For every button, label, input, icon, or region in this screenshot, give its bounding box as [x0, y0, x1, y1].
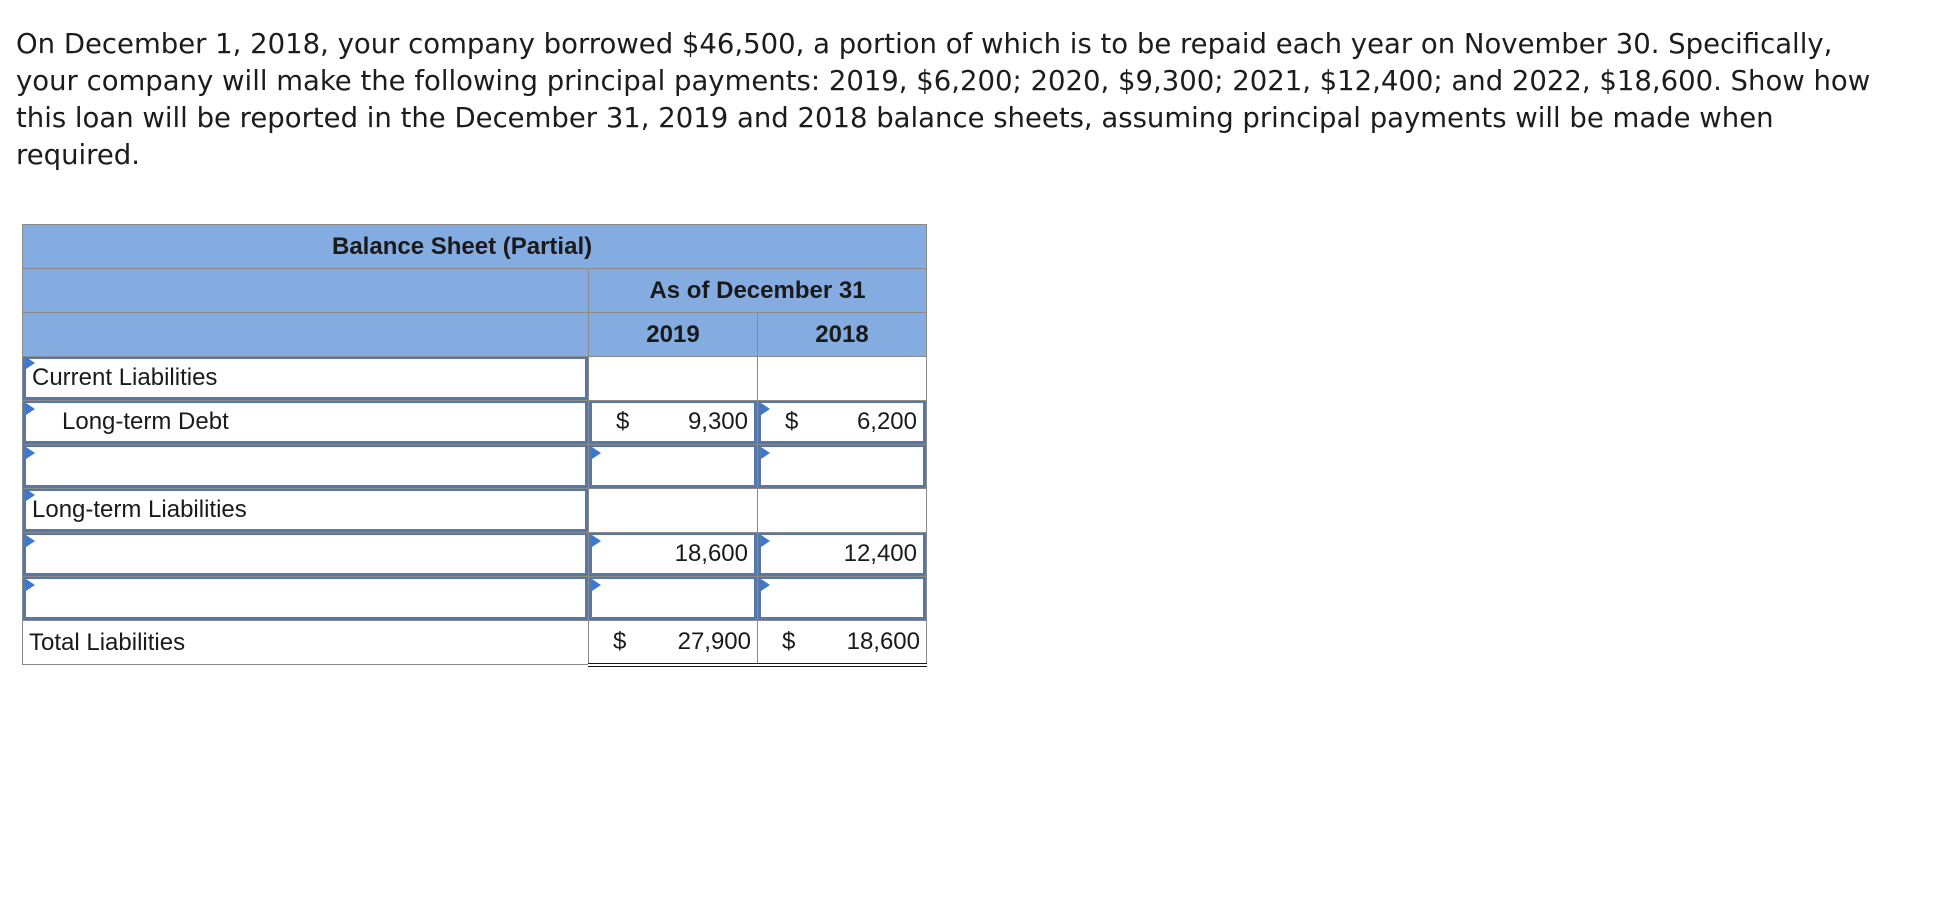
table-subheader-row	[23, 269, 927, 313]
amount-cell-2018[interactable]	[758, 577, 927, 621]
year-header-2018: 2018	[758, 313, 927, 357]
amount-input-2018[interactable]	[758, 533, 926, 576]
year-header-2019: 2019	[589, 313, 758, 357]
table-row	[23, 577, 927, 621]
empty-cell	[589, 489, 758, 533]
amount-input-2019[interactable]	[589, 577, 757, 620]
currency-symbol: $	[785, 408, 799, 435]
label-cell[interactable]	[23, 445, 589, 489]
currency-symbol: $	[613, 627, 627, 655]
table-title: Balance Sheet (Partial)	[23, 225, 927, 269]
total-value-2018: 18,600	[846, 627, 920, 655]
table-row	[23, 533, 927, 577]
amount-cell-2019[interactable]	[589, 401, 758, 445]
amount-input-2018[interactable]	[758, 445, 926, 488]
label-input[interactable]	[23, 401, 588, 444]
header-blank	[23, 269, 589, 313]
table-row	[23, 489, 927, 533]
dropdown-marker-icon	[26, 535, 35, 547]
input-marker-icon	[592, 535, 601, 547]
input-marker-icon	[761, 447, 770, 459]
dropdown-marker-icon	[26, 579, 35, 591]
total-2019-cell	[589, 621, 758, 665]
table-title-row	[23, 225, 927, 269]
input-marker-icon	[592, 447, 601, 459]
amount-cell-2018[interactable]	[758, 533, 927, 577]
label-cell[interactable]	[23, 357, 589, 401]
total-value-2019: 27,900	[677, 627, 751, 655]
question-text: On December 1, 2018, your company borrowed $46,500, a portion of which is to be repaid each year on November 30. Specifically, your company will make the following principal payments: 2019, $6,200; 2020, $9,300; 2021, $12,400; and 2022, $18,600. Show how this loan will be reported in the December 31, 2019 and 2018 balance sheets, assuming principal payments will be made when required.	[16, 28, 1871, 171]
amount-value: 6,200	[856, 408, 917, 435]
empty-cell	[758, 489, 927, 533]
label-cell[interactable]	[23, 533, 589, 577]
amount-value: 12,400	[843, 540, 917, 567]
label-input[interactable]	[23, 489, 588, 532]
table-row	[23, 445, 927, 489]
dropdown-marker-icon	[26, 447, 35, 459]
empty-cell	[758, 357, 927, 401]
amount-value: 9,300	[687, 408, 748, 435]
total-label: Total Liabilities	[29, 628, 186, 656]
amount-cell-2018[interactable]	[758, 401, 927, 445]
row-label: Long-term Liabilities	[32, 496, 247, 523]
amount-input-2018[interactable]	[758, 577, 926, 620]
year-header-row	[23, 313, 927, 357]
currency-symbol: $	[616, 408, 630, 435]
header-blank	[23, 313, 589, 357]
row-label: Long-term Debt	[62, 408, 229, 435]
amount-cell-2019[interactable]	[589, 533, 758, 577]
total-row	[23, 621, 927, 665]
label-input[interactable]	[23, 577, 588, 620]
amount-cell-2018[interactable]	[758, 445, 927, 489]
amount-value: 18,600	[674, 540, 748, 567]
balance-sheet-table	[22, 224, 927, 667]
total-label-cell	[23, 621, 589, 665]
label-cell[interactable]	[23, 401, 589, 445]
empty-cell	[589, 357, 758, 401]
input-marker-icon	[761, 535, 770, 547]
currency-symbol: $	[782, 627, 796, 655]
amount-input-2019[interactable]	[589, 445, 757, 488]
amount-cell-2019[interactable]	[589, 445, 758, 489]
total-2018-cell	[758, 621, 927, 665]
table-row	[23, 401, 927, 445]
table-row	[23, 357, 927, 401]
dropdown-marker-icon	[26, 403, 35, 415]
label-input[interactable]	[23, 445, 588, 488]
row-label: Current Liabilities	[32, 364, 218, 391]
amount-input-2019[interactable]	[589, 533, 757, 576]
as-of-header: As of December 31	[589, 269, 927, 313]
label-input[interactable]	[23, 357, 588, 400]
amount-input-2018[interactable]	[758, 401, 926, 444]
amount-cell-2019[interactable]	[589, 577, 758, 621]
label-cell[interactable]	[23, 577, 589, 621]
input-marker-icon	[761, 403, 770, 415]
label-input[interactable]	[23, 533, 588, 576]
input-marker-icon	[592, 579, 601, 591]
label-cell[interactable]	[23, 489, 589, 533]
amount-input-2019[interactable]	[589, 401, 757, 444]
input-marker-icon	[761, 579, 770, 591]
